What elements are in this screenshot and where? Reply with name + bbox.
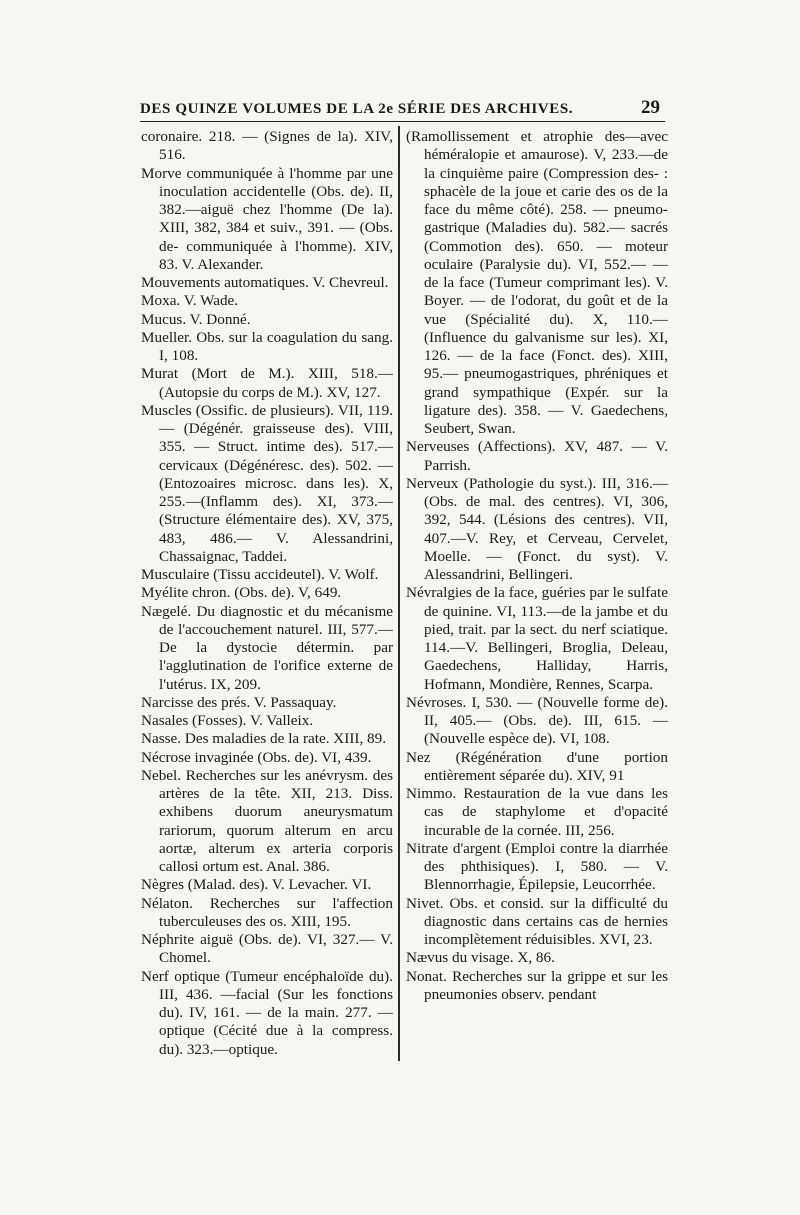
index-entry: Moxa. V. Wade. — [141, 292, 239, 310]
index-entry: Nez (Régénération d'une portion entièrement séparée du). XIV, 91 — [406, 748, 668, 784]
column-divider — [398, 126, 400, 1061]
index-entry: Nerveux (Pathologie du syst.). III, 316.— (Obs. de mal. des centres). VI, 306, 392, 544. (Lésions des centres). VII, 407.—V. Rey, et Cerveau, Cervelet, Moelle. — (Fonct. du syst). V. Alessandrini, Bellingeri. — [406, 474, 668, 583]
index-entry: Nitrate d'argent (Emploi contre la diarrhée des phthisiques). I, 580. — V. Blennorrhagie, Épilepsie, Leucorrhée. — [406, 839, 668, 894]
index-entry: Nélaton. Recherches sur l'affection tuberculeuses des os. XIII, 195. — [141, 894, 393, 930]
index-entry: coronaire. 218. — (Signes de la). XIV, 516. — [141, 128, 393, 164]
running-title: DES QUINZE VOLUMES DE LA 2e SÉRIE DES ARCHIVES. — [140, 101, 574, 117]
index-entry: Mucus. V. Donné. — [141, 310, 251, 328]
index-entry: Nerveuses (Affections). XV, 487. — V. Parrish. — [406, 438, 668, 474]
index-entry: Nægelé. Du diagnostic et du mécanisme de l'accouchement naturel. III, 577.—De la dystocie détermin. par l'agglutination de l'orifice externe de l'utérus. IX, 209. — [141, 602, 393, 693]
index-entry: Murat (Mort de M.). XIII, 518.—(Autopsie du corps de M.). XV, 127. — [141, 365, 393, 401]
index-entry: Nimmo. Restauration de la vue dans les cas de staphylome et d'opacité incurable de la cornée. III, 256. — [406, 785, 668, 839]
index-entry: Mueller. Obs. sur la coagulation du sang. I, 108. — [141, 328, 393, 364]
index-entry: Névroses. I, 530. — (Nouvelle forme de). II, 405.— (Obs. de). III, 615. — (Nouvelle espèce de). VI, 108. — [406, 693, 668, 748]
page-number: 29 — [641, 97, 660, 118]
index-entry: Musculaire (Tissu accideutel). V. Wolf. — [141, 566, 379, 583]
index-entry: Nasales (Fosses). V. Valleix. — [141, 712, 314, 729]
header-rule — [140, 121, 665, 122]
index-entry: Nègres (Malad. des). V. Levacher. VI. — [141, 876, 372, 894]
index-entry: Mouvements automatiques. V. Chevreul. — [141, 274, 389, 291]
index-entry: Morve communiquée à l'homme par une inoculation accidentelle (Obs. de). II, 382.—aiguë chez l'homme (De la). XIII, 382, 384 et suiv., 391. — (Obs. de- communiquée à l'homme). XIV, 83. V. Alexander. — [141, 164, 393, 273]
index-entry: Nivet. Obs. et consid. sur la difficulté du diagnostic dans certains cas de hernies incomplètement réduisibles. XVI, 23. — [406, 894, 668, 948]
index-entry: Nebel. Recherches sur les anévrysm. des artères de la tête. XII, 213. Diss. exhibens duorum aneurysmatum rariorum, quorum alterum en arcu aortæ, alterum ex arteria corporis callosi ortum est. Anal. 386. — [141, 766, 393, 875]
index-entry: Névralgies de la face, guéries par le sulfate de quinine. VI, 113.—de la jambe et du pied, trait. par la sect. du nerf sciatique. 114.—V. Bellingeri, Broglia, Deleau, Gaedechens, Halliday, Harris, Hofmann, Mondière, Rennes, Scarpa. — [406, 584, 668, 693]
index-entry: Muscles (Ossific. de plusieurs). VII, 119. — (Dégénér. graisseuse des). VIII, 355. — Struct. intime des). 517.—cervicaux (Dégénéresc. des). 502. — (Entozoaires microsc. dans les). X, 255.—(Inflamm des). XI, 373.—(Structure élémentaire des). XV, 375, 483, 486.— V. Alessandrini, Chassaignac, Taddei. — [141, 401, 393, 565]
index-entry: Nævus du visage. X, 86. — [406, 949, 555, 967]
index-entry: Néphrite aiguë (Obs. de). VI, 327.— V. Chomel. — [141, 931, 393, 967]
index-entry: Nonat. Recherches sur la grippe et sur les pneumonies observ. pendant — [406, 967, 668, 1003]
index-entry: Nerf optique (Tumeur encéphaloïde du). III, 436. —facial (Sur les fonctions du). IV, 161. — de la main. 277. — optique (Cécité due à la compress. du). 323.—optique. — [141, 967, 393, 1058]
running-header — [140, 97, 660, 119]
index-entry: Nécrose invaginée (Obs. de). VI, 439. — [141, 748, 372, 766]
index-entry: Nasse. Des maladies de la rate. XIII, 89. — [141, 730, 387, 748]
index-column-left — [141, 128, 393, 1059]
index-entry: (Ramollissement et atrophie des—avec héméralopie et amaurose). V, 233.—de la cinquième paire (Compression des- : sphacèle de la joue et carie des os de la face du même côté). 258. — pneumo-gastrique (Maladies du). 582.— sacrés (Commotion des). 650. — moteur oculaire (Paralysie du). VI, 552.— — de la face (Tumeur comprimant les). V. Boyer. — de l'odorat, du goût et de la vue (Spécialité du). X, 110.—(Influence du galvanisme sur les). XI, 126. — de la face (Fonct. des). XIII, 95.— pneumogastriques, phréniques et grand sympathique (Expér. sur la ligature des). 358. — V. Gaedechens, Seubert, Swan. — [406, 128, 668, 437]
index-entry: Myélite chron. (Obs. de). V, 649. — [141, 584, 342, 602]
index-entry: Narcisse des prés. V. Passaquay. — [141, 693, 337, 711]
index-column-right — [406, 128, 668, 1004]
